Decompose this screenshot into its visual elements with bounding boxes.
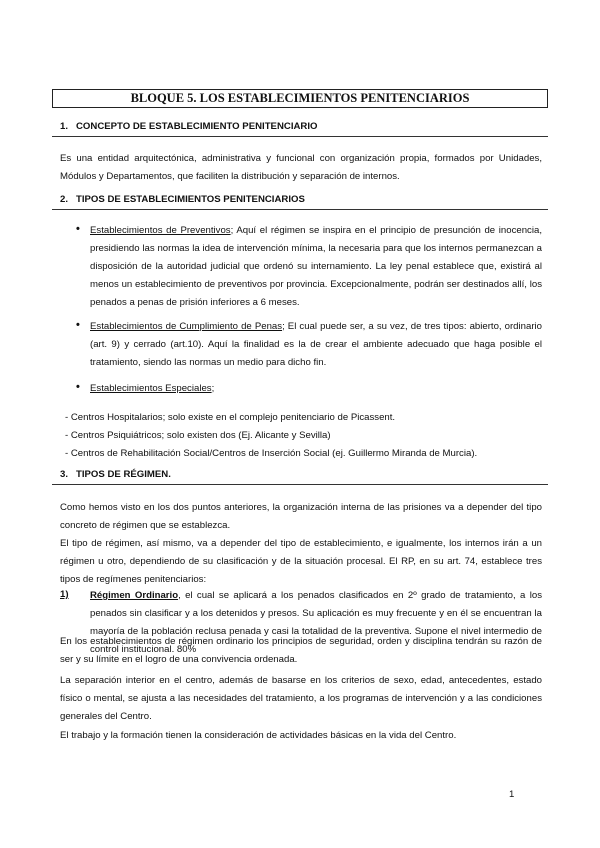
bullet-especiales-title: Establecimientos Especiales <box>90 383 212 394</box>
list-item: - Centros Psiquiátricos; solo existen dos (Ej. Alicante y Sevilla) <box>65 430 331 441</box>
bullet-cumplimiento <box>90 318 542 372</box>
page-number: 1 <box>509 789 515 800</box>
section-2-heading <box>60 194 550 205</box>
bullet-preventivos-title: Establecimientos de Preventivos <box>90 225 231 236</box>
especiales-list <box>65 409 477 463</box>
list-item: - Centros de Rehabilitación Social/Centros de Inserción Social (ej. Guillermo Miranda de Murcia). <box>65 448 478 459</box>
section-3-number: 3. <box>60 469 69 480</box>
section-3-paragraph-4: La separación interior en el centro, además de basarse en los criterios de sexo, edad, antecedentes, estado físico o mental, se ajusta a las necesidades del tratamiento, a los programas de intervención y a las condiciones generales del Centro. <box>60 675 542 722</box>
section-1-number: 1. <box>60 121 69 132</box>
section-1-title: CONCEPTO DE ESTABLECIMIENTO PENITENCIARIO <box>76 121 318 132</box>
bullet-cumplimiento-title: Establecimientos de Cumplimiento de Penas <box>90 321 283 332</box>
section-1-rule <box>52 136 548 137</box>
section-3-paragraph-1: Como hemos visto en los dos puntos anteriores, la organización interna de las prisiones va a depender del tipo concreto de régimen que se establezca. <box>60 502 542 531</box>
section-3-rule <box>52 484 548 485</box>
bullet-icon: • <box>76 381 80 393</box>
regimen-item-number: 1) <box>60 589 69 600</box>
section-3-heading <box>60 469 550 480</box>
section-3-title: TIPOS DE RÉGIMEN. <box>76 469 171 480</box>
bullet-especiales <box>90 380 542 398</box>
regimen-ordinario-title: Régimen Ordinario <box>90 590 179 601</box>
document-title: BLOQUE 5. LOS ESTABLECIMIENTOS PENITENCIARIOS <box>52 89 548 108</box>
section-3-paragraph-5: El trabajo y la formación tienen la consideración de actividades básicas en la vida del Centro. <box>60 730 457 741</box>
section-3-paragraph-3: En los establecimientos de régimen ordinario los principios de seguridad, orden y disciplina tendrán su razón de ser y su límite en el logro de una convivencia ordenada. <box>60 636 542 665</box>
section-3-paragraph-2: El tipo de régimen, así mismo, va a depender del tipo de establecimiento, e igualmente, los internos irán a un régimen u otro, dependiendo de su clasificación y de la situación procesal. El RP, en su art. 74, establece tres tipos de regímenes penitenciarios: <box>60 538 542 585</box>
regimen-ordinario-text: , el cual se aplicará a los penados clasificados en 2º grado de tratamiento, a los penados sin clasificar y a los detenidos y presos. Su aplicación es muy frecuente y en él se encuentran la mayoría de la población reclusa penada y casi la totalidad de la preventiva. Supone el nivel intermedio de control institucional. 80% <box>90 590 542 655</box>
bullet-cumplimiento-text: ; El cual puede ser, a su vez, de tres tipos: abierto, ordinario (art. 9) y cerrado (art.10). Aquí la finalidad es la de crear el ambiente adecuado que haga posible el tratamiento, siendo las normas un medio para dicho fin. <box>90 321 542 368</box>
section-1-paragraph: Es una entidad arquitectónica, administrativa y funcional con organización propia, formados por Unidades, Módulos y Departamentos, que faciliten la distribución y separación de internos. <box>60 153 542 182</box>
bullet-icon: • <box>76 223 80 235</box>
list-item: - Centros Hospitalarios; solo existe en el complejo penitenciario de Picassent. <box>65 412 396 423</box>
bullet-icon: • <box>76 319 80 331</box>
bullet-preventivos-text: ; Aquí el régimen se inspira en el principio de presunción de inocencia, presidiendo las normas la idea de intervención mínima, la necesaria para que los internos permanezcan a disposición de la autoridad judicial que ordenó su internamiento. La ley penal establece que, existirá al menos un establecimiento de preventivos por provincia. Excepcionalmente, podrán ser destinados allí, los penados a penas de prisión inferiores a 6 meses. <box>90 225 542 308</box>
section-1-heading <box>60 121 550 132</box>
bullet-especiales-text: ; <box>211 383 215 394</box>
section-2-number: 2. <box>60 194 69 205</box>
section-2-rule <box>52 209 548 210</box>
section-2-title: TIPOS DE ESTABLECIMIENTOS PENITENCIARIOS <box>76 194 305 205</box>
bullet-preventivos <box>90 222 542 312</box>
